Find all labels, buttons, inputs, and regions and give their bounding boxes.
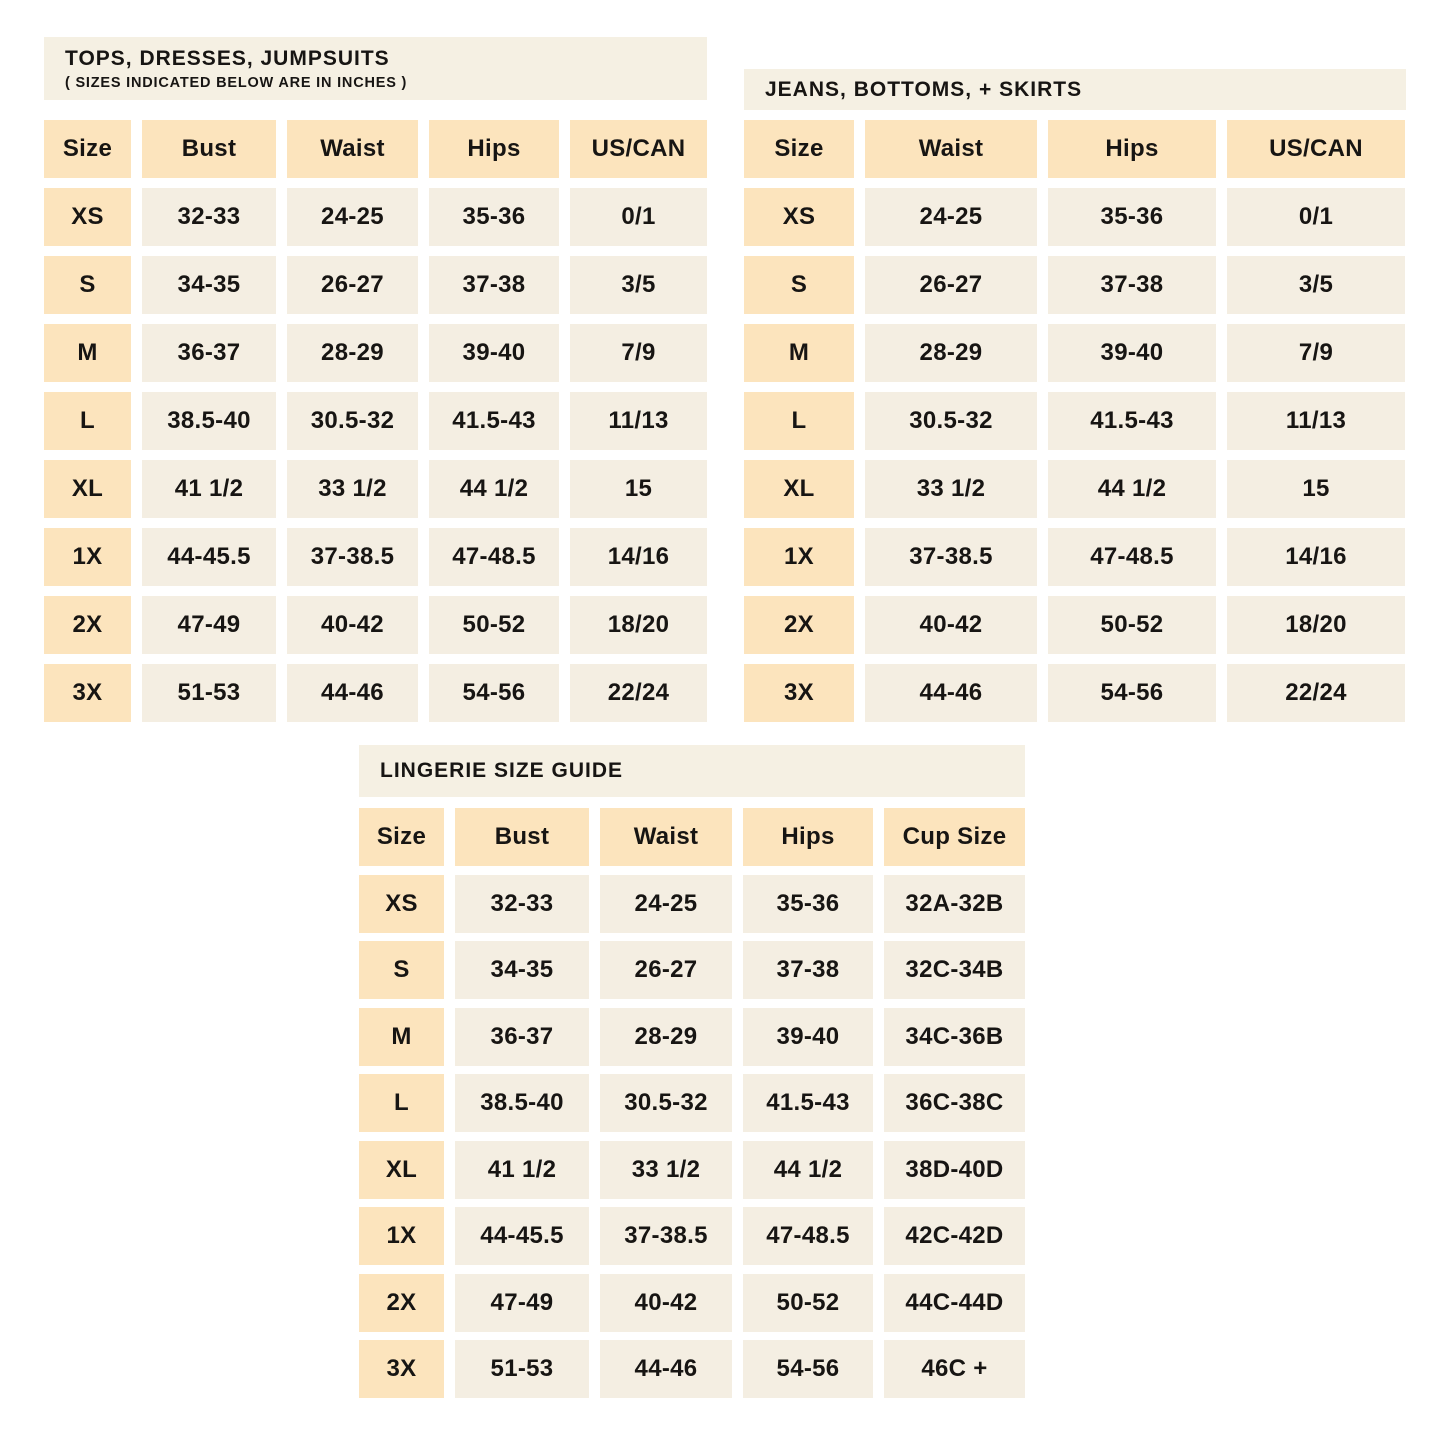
measurement-cell: 44C-44D: [884, 1274, 1025, 1332]
measurement-cell: 30.5-32: [287, 392, 418, 450]
row-size-label: M: [359, 1008, 444, 1066]
measurement-cell: 42C-42D: [884, 1207, 1025, 1265]
measurement-cell: 36C-38C: [884, 1074, 1025, 1132]
measurement-cell: 0/1: [1227, 188, 1405, 246]
measurement-cell: 37-38.5: [600, 1207, 732, 1265]
tops-table-title: TOPS, DRESSES, JUMPSUITS: [65, 46, 390, 70]
measurement-cell: 41.5-43: [743, 1074, 873, 1132]
measurement-cell: 54-56: [743, 1340, 873, 1398]
measurement-cell: 44-46: [287, 664, 418, 722]
measurement-cell: 33 1/2: [865, 460, 1037, 518]
measurement-cell: 41 1/2: [142, 460, 276, 518]
row-size-label: XS: [744, 188, 854, 246]
row-size-label: 1X: [359, 1207, 444, 1265]
measurement-cell: 24-25: [287, 188, 418, 246]
measurement-cell: 34-35: [142, 256, 276, 314]
measurement-cell: 44-46: [865, 664, 1037, 722]
jeans-table-grid: [744, 120, 1406, 722]
measurement-cell: 11/13: [1227, 392, 1405, 450]
measurement-cell: 14/16: [1227, 528, 1405, 586]
tops-dresses-jumpsuits-table: [44, 37, 707, 722]
row-size-label: 3X: [744, 664, 854, 722]
tops-table-subtitle: ( SIZES INDICATED BELOW ARE IN INCHES ): [65, 74, 408, 91]
measurement-cell: 39-40: [1048, 324, 1216, 382]
measurement-cell: 38D-40D: [884, 1141, 1025, 1199]
measurement-cell: 47-48.5: [743, 1207, 873, 1265]
measurement-cell: 41 1/2: [455, 1141, 589, 1199]
measurement-cell: 7/9: [1227, 324, 1405, 382]
measurement-cell: 18/20: [570, 596, 707, 654]
measurement-cell: 30.5-32: [865, 392, 1037, 450]
jeans-bottoms-skirts-table: [744, 69, 1406, 722]
row-size-label: XS: [359, 875, 444, 933]
measurement-cell: 39-40: [429, 324, 559, 382]
column-header-us-can: US/CAN: [570, 120, 707, 178]
column-header-size: Size: [44, 120, 131, 178]
measurement-cell: 44 1/2: [743, 1141, 873, 1199]
measurement-cell: 36-37: [455, 1008, 589, 1066]
row-size-label: L: [359, 1074, 444, 1132]
row-size-label: 2X: [359, 1274, 444, 1332]
row-size-label: 1X: [44, 528, 131, 586]
measurement-cell: 28-29: [287, 324, 418, 382]
column-header-bust: Bust: [142, 120, 276, 178]
row-size-label: 2X: [44, 596, 131, 654]
measurement-cell: 24-25: [865, 188, 1037, 246]
measurement-cell: 41.5-43: [1048, 392, 1216, 450]
measurement-cell: 34-35: [455, 941, 589, 999]
measurement-cell: 47-48.5: [1048, 528, 1216, 586]
row-size-label: M: [744, 324, 854, 382]
column-header-hips: Hips: [1048, 120, 1216, 178]
measurement-cell: 7/9: [570, 324, 707, 382]
lingerie-table-title: LINGERIE SIZE GUIDE: [380, 759, 624, 782]
measurement-cell: 54-56: [429, 664, 559, 722]
row-size-label: 3X: [44, 664, 131, 722]
measurement-cell: 44 1/2: [1048, 460, 1216, 518]
column-header-hips: Hips: [743, 808, 873, 866]
jeans-table-title: JEANS, BOTTOMS, + SKIRTS: [765, 77, 1083, 101]
measurement-cell: 22/24: [570, 664, 707, 722]
measurement-cell: 0/1: [570, 188, 707, 246]
measurement-cell: 28-29: [600, 1008, 732, 1066]
row-size-label: L: [44, 392, 131, 450]
column-header-us-can: US/CAN: [1227, 120, 1405, 178]
row-size-label: M: [44, 324, 131, 382]
measurement-cell: 50-52: [1048, 596, 1216, 654]
measurement-cell: 35-36: [743, 875, 873, 933]
row-size-label: XL: [44, 460, 131, 518]
measurement-cell: 30.5-32: [600, 1074, 732, 1132]
row-size-label: S: [44, 256, 131, 314]
tops-table-banner: [44, 37, 707, 100]
lingerie-size-guide-table: [359, 745, 1025, 1398]
measurement-cell: 26-27: [600, 941, 732, 999]
measurement-cell: 44 1/2: [429, 460, 559, 518]
measurement-cell: 50-52: [743, 1274, 873, 1332]
measurement-cell: 36-37: [142, 324, 276, 382]
column-header-waist: Waist: [865, 120, 1037, 178]
row-size-label: 3X: [359, 1340, 444, 1398]
measurement-cell: 11/13: [570, 392, 707, 450]
row-size-label: S: [359, 941, 444, 999]
row-size-label: XS: [44, 188, 131, 246]
measurement-cell: 39-40: [743, 1008, 873, 1066]
measurement-cell: 26-27: [865, 256, 1037, 314]
measurement-cell: 40-42: [600, 1274, 732, 1332]
measurement-cell: 24-25: [600, 875, 732, 933]
lingerie-table-grid: [359, 808, 1025, 1398]
column-header-hips: Hips: [429, 120, 559, 178]
measurement-cell: 47-49: [455, 1274, 589, 1332]
column-header-waist: Waist: [600, 808, 732, 866]
row-size-label: 2X: [744, 596, 854, 654]
measurement-cell: 14/16: [570, 528, 707, 586]
measurement-cell: 32A-32B: [884, 875, 1025, 933]
measurement-cell: 3/5: [570, 256, 707, 314]
column-header-size: Size: [359, 808, 444, 866]
measurement-cell: 50-52: [429, 596, 559, 654]
measurement-cell: 54-56: [1048, 664, 1216, 722]
measurement-cell: 38.5-40: [142, 392, 276, 450]
jeans-table-banner: [744, 69, 1406, 110]
measurement-cell: 26-27: [287, 256, 418, 314]
measurement-cell: 40-42: [865, 596, 1037, 654]
measurement-cell: 51-53: [142, 664, 276, 722]
measurement-cell: 44-46: [600, 1340, 732, 1398]
measurement-cell: 32C-34B: [884, 941, 1025, 999]
lingerie-table-banner: [359, 745, 1025, 797]
measurement-cell: 15: [570, 460, 707, 518]
row-size-label: 1X: [744, 528, 854, 586]
measurement-cell: 37-38: [743, 941, 873, 999]
measurement-cell: 38.5-40: [455, 1074, 589, 1132]
measurement-cell: 47-48.5: [429, 528, 559, 586]
measurement-cell: 46C +: [884, 1340, 1025, 1398]
column-header-size: Size: [744, 120, 854, 178]
measurement-cell: 33 1/2: [600, 1141, 732, 1199]
measurement-cell: 37-38: [1048, 256, 1216, 314]
measurement-cell: 35-36: [1048, 188, 1216, 246]
measurement-cell: 32-33: [142, 188, 276, 246]
row-size-label: S: [744, 256, 854, 314]
measurement-cell: 3/5: [1227, 256, 1405, 314]
measurement-cell: 37-38.5: [865, 528, 1037, 586]
column-header-waist: Waist: [287, 120, 418, 178]
tops-table-grid: [44, 120, 707, 722]
measurement-cell: 34C-36B: [884, 1008, 1025, 1066]
measurement-cell: 35-36: [429, 188, 559, 246]
measurement-cell: 41.5-43: [429, 392, 559, 450]
row-size-label: XL: [744, 460, 854, 518]
measurement-cell: 15: [1227, 460, 1405, 518]
measurement-cell: 47-49: [142, 596, 276, 654]
row-size-label: XL: [359, 1141, 444, 1199]
row-size-label: L: [744, 392, 854, 450]
measurement-cell: 32-33: [455, 875, 589, 933]
measurement-cell: 40-42: [287, 596, 418, 654]
measurement-cell: 51-53: [455, 1340, 589, 1398]
measurement-cell: 28-29: [865, 324, 1037, 382]
measurement-cell: 33 1/2: [287, 460, 418, 518]
measurement-cell: 37-38: [429, 256, 559, 314]
column-header-bust: Bust: [455, 808, 589, 866]
measurement-cell: 18/20: [1227, 596, 1405, 654]
measurement-cell: 44-45.5: [142, 528, 276, 586]
measurement-cell: 22/24: [1227, 664, 1405, 722]
measurement-cell: 37-38.5: [287, 528, 418, 586]
column-header-cup-size: Cup Size: [884, 808, 1025, 866]
measurement-cell: 44-45.5: [455, 1207, 589, 1265]
